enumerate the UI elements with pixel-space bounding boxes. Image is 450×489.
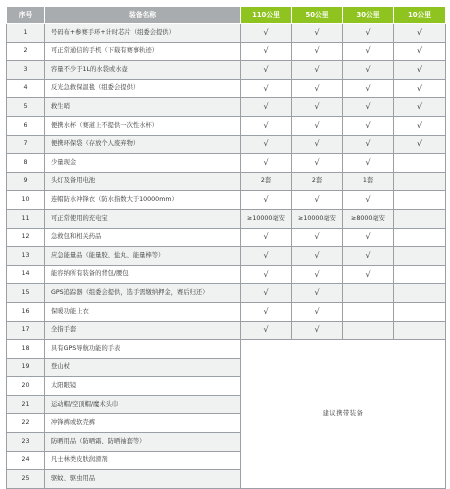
requirement-cell: √ — [343, 42, 394, 61]
equipment-name: 便携环保袋（存放个人废弃物） — [45, 135, 241, 154]
requirement-cell: √ — [343, 265, 394, 284]
equipment-name: 太阳眼镜 — [45, 377, 241, 396]
header-row — [7, 7, 446, 24]
requirement-cell: √ — [343, 247, 394, 266]
requirement-cell: √ — [241, 42, 292, 61]
equipment-name: 运动帽/空顶帽/魔术头巾 — [45, 395, 241, 414]
equipment-name: 可正常使用的充电宝 — [45, 209, 241, 228]
equipment-name: 头灯及备用电池 — [45, 172, 241, 191]
table-row — [7, 209, 446, 228]
row-number: 25 — [7, 470, 45, 489]
requirement-cell: √ — [343, 135, 394, 154]
requirement-cell: √ — [241, 61, 292, 80]
requirement-cell: ≥8000毫安 — [343, 209, 394, 228]
requirement-cell: √ — [292, 98, 343, 117]
row-number: 4 — [7, 79, 45, 98]
requirement-cell: √ — [241, 247, 292, 266]
row-number: 13 — [7, 247, 45, 266]
table-row — [7, 228, 446, 247]
table-row — [7, 135, 446, 154]
table-row — [7, 340, 446, 359]
equipment-name: 保暖功能上衣 — [45, 302, 241, 321]
requirement-cell: √ — [292, 247, 343, 266]
table-row — [7, 154, 446, 173]
requirement-cell: √ — [343, 191, 394, 210]
table-row — [7, 302, 446, 321]
table-row — [7, 265, 446, 284]
requirement-cell: √ — [241, 191, 292, 210]
row-number: 10 — [7, 191, 45, 210]
requirement-cell: √ — [343, 79, 394, 98]
requirement-cell: √ — [241, 116, 292, 135]
header-number: 序号 — [7, 7, 45, 24]
requirement-cell — [394, 191, 446, 210]
requirement-cell: √ — [241, 321, 292, 340]
header-110km: 110公里 — [241, 7, 292, 24]
row-number: 9 — [7, 172, 45, 191]
row-number: 1 — [7, 24, 45, 43]
row-number: 16 — [7, 302, 45, 321]
header-50km: 50公里 — [292, 7, 343, 24]
equipment-name: 连帽防水冲锋衣（防水指数大于10000mm） — [45, 191, 241, 210]
requirement-cell: √ — [343, 61, 394, 80]
equipment-name: 少量现金 — [45, 154, 241, 173]
header-30km: 30公里 — [343, 7, 394, 24]
requirement-cell: √ — [292, 61, 343, 80]
requirement-cell — [343, 284, 394, 303]
requirement-cell: √ — [292, 24, 343, 43]
requirement-cell: √ — [394, 42, 446, 61]
equipment-name: 应急能量品（能量胶、盐丸、能量棒等） — [45, 247, 241, 266]
requirement-cell: √ — [343, 98, 394, 117]
row-number: 2 — [7, 42, 45, 61]
row-number: 6 — [7, 116, 45, 135]
row-number: 23 — [7, 433, 45, 452]
requirement-cell: ≥10000毫安 — [292, 209, 343, 228]
requirement-cell: √ — [241, 154, 292, 173]
row-number: 18 — [7, 340, 45, 359]
equipment-name: 号码布+参赛手环+计时芯片（组委会提供） — [45, 24, 241, 43]
equipment-name: 便携水杯（赛道上不提供一次性水杯） — [45, 116, 241, 135]
equipment-name: 能容纳所有装备的背包/腰包 — [45, 265, 241, 284]
equipment-name: 可正常通信的手机（下载有赛事轨迹） — [45, 42, 241, 61]
table-row — [7, 284, 446, 303]
requirement-cell: 2套 — [241, 172, 292, 191]
requirement-cell: √ — [241, 284, 292, 303]
requirement-cell: √ — [241, 228, 292, 247]
requirement-cell: √ — [343, 154, 394, 173]
requirement-cell — [394, 321, 446, 340]
requirement-cell: √ — [241, 265, 292, 284]
requirement-cell — [394, 154, 446, 173]
requirement-cell: ≥10000毫安 — [241, 209, 292, 228]
row-number: 17 — [7, 321, 45, 340]
requirement-cell: √ — [241, 135, 292, 154]
table-row — [7, 24, 446, 43]
requirement-cell — [394, 247, 446, 266]
requirement-cell: √ — [292, 191, 343, 210]
requirement-cell: √ — [292, 42, 343, 61]
row-number: 5 — [7, 98, 45, 117]
requirement-cell: √ — [394, 98, 446, 117]
requirement-cell: √ — [292, 265, 343, 284]
requirement-cell: 1套 — [343, 172, 394, 191]
requirement-cell — [394, 284, 446, 303]
requirement-cell: √ — [241, 98, 292, 117]
table-row — [7, 116, 446, 135]
requirement-cell — [394, 209, 446, 228]
requirement-cell — [394, 228, 446, 247]
requirement-cell: √ — [241, 24, 292, 43]
requirement-cell: √ — [394, 135, 446, 154]
requirement-cell — [394, 265, 446, 284]
row-number: 7 — [7, 135, 45, 154]
row-number: 3 — [7, 61, 45, 80]
row-number: 21 — [7, 395, 45, 414]
requirement-cell: √ — [394, 116, 446, 135]
row-number: 19 — [7, 358, 45, 377]
equipment-name: 容量不少于1L的水袋或水壶 — [45, 61, 241, 80]
requirement-cell: √ — [292, 284, 343, 303]
requirement-cell: √ — [292, 116, 343, 135]
requirement-cell: √ — [292, 321, 343, 340]
requirement-cell: √ — [343, 24, 394, 43]
requirement-cell — [343, 321, 394, 340]
equipment-table-container — [6, 6, 446, 489]
table-row — [7, 98, 446, 117]
requirement-cell: √ — [394, 61, 446, 80]
table-row — [7, 247, 446, 266]
equipment-name: 急救包和相关药品 — [45, 228, 241, 247]
requirement-cell: √ — [343, 228, 394, 247]
requirement-cell: 2套 — [292, 172, 343, 191]
equipment-name: GPS追踪器（组委会提供，选手需缴纳押金，赛后归还） — [45, 284, 241, 303]
row-number: 15 — [7, 284, 45, 303]
table-row — [7, 42, 446, 61]
table-row — [7, 79, 446, 98]
equipment-name: 凡士林类皮肤润滑剂 — [45, 451, 241, 470]
row-number: 11 — [7, 209, 45, 228]
row-number: 24 — [7, 451, 45, 470]
requirement-cell: √ — [343, 116, 394, 135]
requirement-cell — [394, 302, 446, 321]
requirement-cell: √ — [292, 79, 343, 98]
equipment-name: 防晒用品（防晒霜、防晒袖套等） — [45, 433, 241, 452]
equipment-name: 救生哨 — [45, 98, 241, 117]
header-equipment-name: 装备名称 — [45, 7, 241, 24]
requirement-cell: √ — [292, 228, 343, 247]
requirement-cell: √ — [292, 154, 343, 173]
requirement-cell: √ — [292, 302, 343, 321]
equipment-name: 反光急救保温毯（组委会提供） — [45, 79, 241, 98]
equipment-name: 驱蚊、驱虫用品 — [45, 470, 241, 489]
requirement-cell: √ — [241, 302, 292, 321]
equipment-name: 全指手套 — [45, 321, 241, 340]
row-number: 22 — [7, 414, 45, 433]
equipment-name: 具有GPS导航功能的手表 — [45, 340, 241, 359]
requirement-cell: √ — [241, 79, 292, 98]
equipment-name: 登山杖 — [45, 358, 241, 377]
requirement-cell: √ — [292, 135, 343, 154]
requirement-cell — [394, 172, 446, 191]
table-body — [7, 24, 446, 489]
requirement-cell: √ — [394, 79, 446, 98]
equipment-name: 冲锋裤或软壳裤 — [45, 414, 241, 433]
table-row — [7, 172, 446, 191]
suggested-equipment-label: 建议携带装备 — [241, 340, 446, 489]
row-number: 8 — [7, 154, 45, 173]
requirement-cell: √ — [394, 24, 446, 43]
requirement-cell — [343, 302, 394, 321]
row-number: 20 — [7, 377, 45, 396]
table-row — [7, 191, 446, 210]
header-10km: 10公里 — [394, 7, 446, 24]
row-number: 12 — [7, 228, 45, 247]
table-row — [7, 61, 446, 80]
row-number: 14 — [7, 265, 45, 284]
table-row — [7, 321, 446, 340]
equipment-table — [6, 6, 446, 489]
